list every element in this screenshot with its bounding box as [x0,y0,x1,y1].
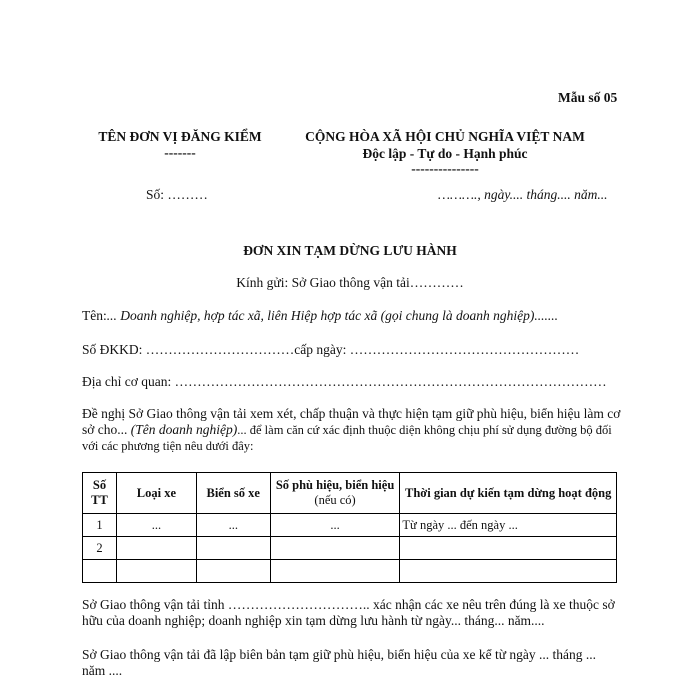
table-row [83,537,617,560]
applicant-name-value: ... Doanh nghiệp, hợp tác xã, liên Hiệp hợp tác xã (gọi chung là doanh nghiệp)....... [106,308,558,323]
header-plate-number: Biển số xe [196,473,270,514]
cell-badge-number [270,537,400,560]
document-date: ………., ngày.... tháng.... năm... [438,187,608,202]
applicant-name-label: Tên: [82,308,107,323]
request-text-part2: ... để làm căn cứ xác định thuộc diện không chịu phí sử dụng đường bộ đối với các phương tiện nêu dưới đây: [82,423,612,453]
header-badge-number [270,473,400,514]
cell-badge-number: ... [270,514,400,537]
request-text-part1: Đề nghị Sở Giao thông vận tải xem xét, chấp thuận và thực hiện tạm giữ phù hiệu, biển hiệu làm cơ sở cho... [82,406,621,437]
organization-name: TÊN ĐƠN VỊ ĐĂNG KIỂM [98,129,262,144]
header-no: Số TT [83,473,117,514]
cell-no: 2 [83,537,117,560]
cell-suspension-period [400,560,617,583]
national-title: CỘNG HÒA XÃ HỘI CHỦ NGHĨA VIỆT NAM [305,129,585,144]
office-address-line: Địa chỉ cơ quan: …………………………………………………………………………………… [82,374,607,389]
organization-rule: ------- [164,145,196,160]
cell-badge-number [270,560,400,583]
header-badge-main: Số phù hiệu, biển hiệu [275,478,395,492]
cell-vehicle-type [116,560,196,583]
addressee-line: Kính gửi: Sở Giao thông vận tải………… [236,275,464,290]
national-motto: Độc lập - Tự do - Hạnh phúc [362,146,528,161]
applicant-name-line [82,308,558,324]
cell-vehicle-type [116,537,196,560]
cell-plate-number [196,537,270,560]
header-badge-note: (nếu có) [314,493,356,507]
table-row [83,514,617,537]
cell-plate-number [196,560,270,583]
minutes-paragraph: Sở Giao thông vận tải đã lập biên bản tạm giữ phù hiệu, biển hiệu của xe kể từ ngày ... tháng ... năm .... [82,647,597,678]
cell-suspension-period: Từ ngày ... đến ngày ... [400,514,617,537]
national-rule: --------------- [411,161,479,176]
vehicle-table [82,472,617,583]
document-number: Số: ……… [146,187,208,202]
cell-vehicle-type: ... [116,514,196,537]
business-registration-line: Số ĐKKD: ……………………………cấp ngày: …………………………………………… [82,342,580,357]
form-title: ĐƠN XIN TẠM DỪNG LƯU HÀNH [243,243,457,258]
header-suspension-period: Thời gian dự kiến tạm dừng hoạt động [400,473,617,514]
request-company-placeholder: (Tên doanh nghiệp) [130,422,238,437]
cell-no: 1 [83,514,117,537]
request-paragraph [82,406,622,454]
cell-suspension-period [400,537,617,560]
confirmation-paragraph: Sở Giao thông vận tải tỉnh ………………………….. xác nhận các xe nêu trên đúng là xe thuộc sở hữu của doanh nghiệp; doanh nghiệp xin tạm dừng lưu hành từ ngày... tháng... năm.... [82,597,615,628]
table-header-row [83,473,617,514]
header-vehicle-type: Loại xe [116,473,196,514]
cell-plate-number: ... [196,514,270,537]
cell-no [83,560,117,583]
table-row [83,560,617,583]
form-number: Mẫu số 05 [558,90,618,105]
